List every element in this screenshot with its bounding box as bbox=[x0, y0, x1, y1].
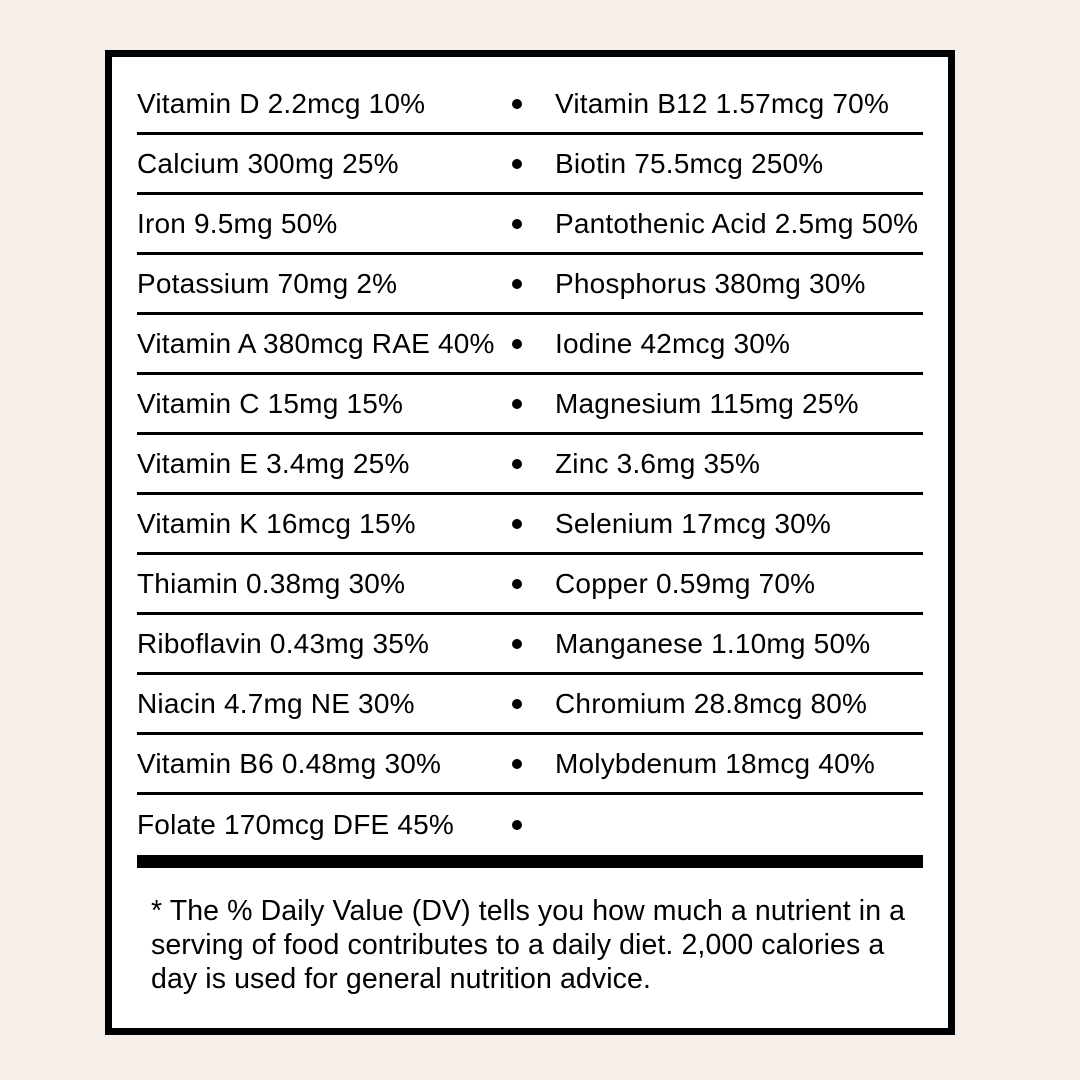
nutrient-row bbox=[137, 195, 923, 255]
nutrient-right: Iodine 42mcg 30% bbox=[555, 327, 791, 359]
nutrient-left: Niacin 4.7mg NE 30% bbox=[137, 687, 415, 719]
nutrient-left: Potassium 70mg 2% bbox=[137, 267, 398, 299]
nutrient-right: Chromium 28.8mcg 80% bbox=[555, 687, 868, 719]
nutrient-left: Vitamin C 15mg 15% bbox=[137, 387, 404, 419]
nutrient-row bbox=[137, 735, 923, 795]
nutrient-right: Zinc 3.6mg 35% bbox=[555, 447, 761, 479]
nutrition-label bbox=[105, 50, 955, 1035]
bullet-icon bbox=[509, 159, 525, 169]
bullet-icon bbox=[509, 279, 525, 289]
nutrient-right: Phosphorus 380mg 30% bbox=[555, 267, 866, 299]
nutrient-left: Riboflavin 0.43mg 35% bbox=[137, 627, 430, 659]
bullet-icon bbox=[509, 399, 525, 409]
nutrient-row bbox=[137, 375, 923, 435]
nutrient-right: Biotin 75.5mcg 250% bbox=[555, 147, 824, 179]
bullet-icon bbox=[509, 459, 525, 469]
nutrient-right: Manganese 1.10mg 50% bbox=[555, 627, 871, 659]
nutrient-row bbox=[137, 255, 923, 315]
nutrient-table bbox=[137, 57, 923, 855]
nutrient-right: Magnesium 115mg 25% bbox=[555, 387, 859, 419]
bullet-icon bbox=[509, 759, 525, 769]
bullet-icon bbox=[509, 339, 525, 349]
bullet-icon bbox=[509, 699, 525, 709]
nutrient-left: Vitamin A 380mcg RAE 40% bbox=[137, 327, 495, 359]
nutrient-left: Vitamin K 16mcg 15% bbox=[137, 507, 416, 539]
nutrient-right: Vitamin B12 1.57mcg 70% bbox=[555, 87, 890, 119]
nutrient-row bbox=[137, 435, 923, 495]
nutrient-row bbox=[137, 555, 923, 615]
daily-value-footnote: * The % Daily Value (DV) tells you how much a nutrient in a serving of food contributes to a daily diet. 2,000 calories a day is used for general nutrition advice. bbox=[151, 895, 906, 995]
nutrient-left: Calcium 300mg 25% bbox=[137, 147, 399, 179]
bullet-icon bbox=[509, 519, 525, 529]
nutrient-left: Thiamin 0.38mg 30% bbox=[137, 567, 406, 599]
nutrient-row bbox=[137, 615, 923, 675]
nutrient-right: Selenium 17mcg 30% bbox=[555, 507, 831, 539]
nutrient-left: Vitamin B6 0.48mg 30% bbox=[137, 747, 442, 779]
bullet-icon bbox=[509, 579, 525, 589]
bullet-icon bbox=[509, 639, 525, 649]
nutrient-row bbox=[137, 75, 923, 135]
thick-divider-bar bbox=[137, 855, 923, 868]
nutrient-left: Vitamin D 2.2mcg 10% bbox=[137, 87, 426, 119]
nutrient-left: Folate 170mcg DFE 45% bbox=[137, 809, 455, 840]
nutrient-right: Copper 0.59mg 70% bbox=[555, 567, 816, 599]
bullet-icon bbox=[509, 820, 525, 830]
bullet-icon bbox=[509, 219, 525, 229]
nutrient-row bbox=[137, 795, 923, 855]
nutrient-row bbox=[137, 675, 923, 735]
nutrient-row bbox=[137, 495, 923, 555]
nutrient-right: Molybdenum 18mcg 40% bbox=[555, 747, 875, 779]
nutrient-left: Iron 9.5mg 50% bbox=[137, 207, 338, 239]
nutrient-right: Pantothenic Acid 2.5mg 50% bbox=[555, 207, 919, 239]
nutrient-row bbox=[137, 315, 923, 375]
nutrient-row bbox=[137, 135, 923, 195]
bullet-icon bbox=[509, 99, 525, 109]
nutrient-left: Vitamin E 3.4mg 25% bbox=[137, 447, 410, 479]
